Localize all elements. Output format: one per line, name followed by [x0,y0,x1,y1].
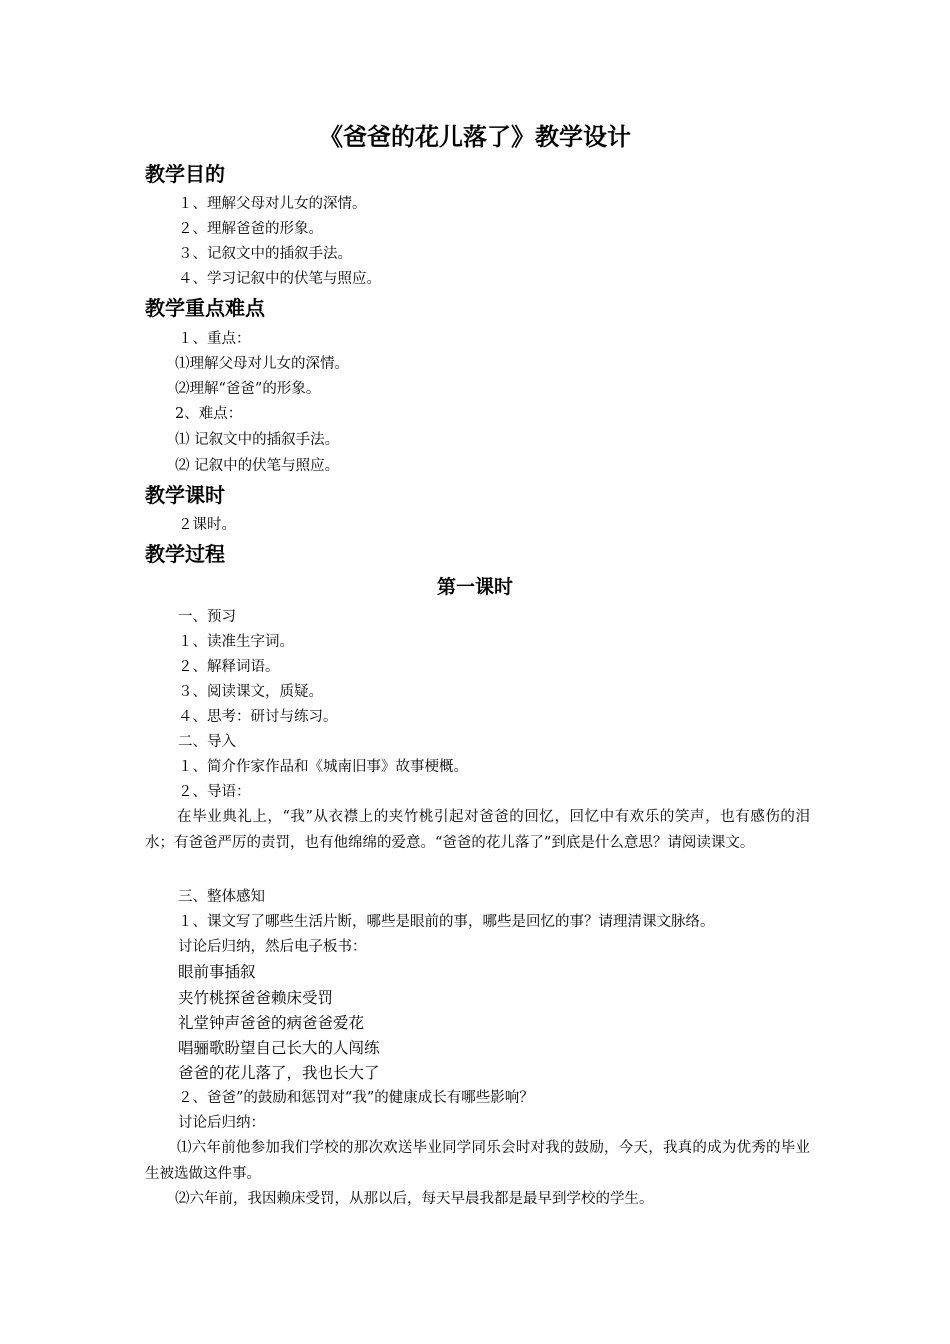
process-line: ３、阅读课文，质疑。 [178,684,323,700]
board-line: 夹竹桃探爸爸赖床受罚 [178,989,334,1007]
key-point-item: ⑵理解“爸爸”的形象。 [175,381,321,397]
intro-paragraph-text: 在毕业典礼上，“我”从衣襟上的夹竹桃引起对爸爸的回忆，回忆中有欢乐的笑声，也有感伤的泪水；有爸爸严厉的责罚，也有他绵绵的爱意。“爸爸的花儿落了”到底是什么意思？请阅读课文。 [145,809,810,851]
objective-item: ４、学习记叙中的伏笔与照应。 [178,271,381,287]
board-line: 爸爸的花儿落了，我也长大了 [178,1064,380,1082]
process-line: 讨论后归纳： [178,1115,265,1131]
process-line: １、读准生字词。 [178,634,294,650]
process-line: ４、思考：研讨与练习。 [178,709,338,725]
objective-item: １、理解父母对儿女的深情。 [178,196,367,212]
objective-item: ３、记叙文中的插叙手法。 [178,246,352,262]
heading-hours: 教学课时 [145,483,225,507]
process-line: ⑵六年前，我因赖床受罚，从那以后，每天早晨我都是最早到学校的学生。 [175,1191,654,1207]
key-point-item: １、重点： [178,331,251,347]
heading-objectives: 教学目的 [145,162,225,186]
document-title: 《爸爸的花儿落了》教学设计 [319,123,631,151]
process-line: 讨论后归纳，然后电子板书： [178,939,367,955]
point1-paragraph-text: ⑴六年前他参加我们学校的那次欢送毕业同学同乐会时对我的鼓励，今天，我真的成为优秀的毕业生被选做这件事。 [145,1140,810,1182]
process-line: ２、导语： [178,784,251,800]
board-line: 眼前事插叙 [178,963,256,981]
process-line: 一、预习 [178,609,236,625]
process-line: １、简介作家作品和《城南旧事》故事梗概。 [178,759,468,775]
key-point-item: ⑴ 记叙文中的插叙手法。 [175,432,340,448]
process-line: １、课文写了哪些生活片断，哪些是眼前的事，哪些是回忆的事？请理清课文脉络。 [178,914,715,930]
board-line: 礼堂钟声爸爸的病爸爸爱花 [178,1014,365,1032]
objective-item: ２、理解爸爸的形象。 [178,221,323,237]
heading-key-points: 教学重点难点 [145,296,265,320]
key-point-item: ⑵ 记叙中的伏笔与照应。 [175,458,340,474]
intro-paragraph [145,805,810,856]
point1-paragraph [145,1136,810,1187]
heading-process: 教学过程 [145,542,225,566]
lesson-title: 第一课时 [436,576,513,598]
process-line: 二、导入 [178,734,236,750]
process-line: ２、爸爸”的鼓励和惩罚对“我”的健康成长有哪些影响？ [178,1090,534,1106]
board-line: 唱骊歌盼望自己长大的人闯练 [178,1039,380,1057]
key-point-item: ⑴理解父母对儿女的深情。 [175,356,349,372]
process-line: ２、解释词语。 [178,659,280,675]
hours-item: ２课时。 [178,517,236,533]
process-line: 三、整体感知 [178,889,265,905]
key-point-item: 2、难点： [175,406,243,422]
